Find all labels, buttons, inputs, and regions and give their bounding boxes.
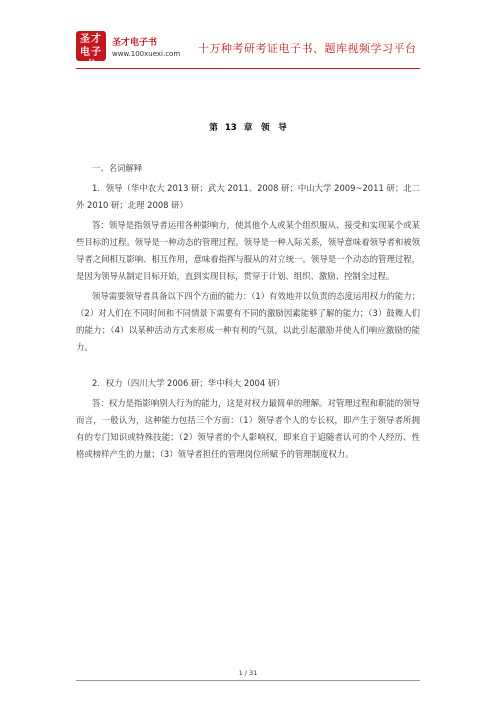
section-heading: 一、名词解释 [92,163,143,173]
logo [76,31,106,71]
brand-name: 圣才电子书 [112,38,158,48]
page-number: 1 / 31 [238,669,258,677]
term-answer: 答：领导是指领导者运用各种影响力，使其他个人或某个组织服从、接受和实现某个或某些目标的过程。领导是一种动态的管理过程。领导是一种人际关系，领导意味着领导者和被领导者之间相互影响、相互作用，意味着指挥与服从的对立统一。领导是一个动态的管理过程，是因为领导从制定目标开始，直到实现目标，贯穿于计划、组织、激励、控制全过程。 [76,220,420,281]
term-answer-extra: 领导需要领导者具备以下四个方面的能力：（1）有效地并以负责的态度运用权力的能力；（2）对人们在不同时间和不同情景下需要有不同的激励因素能够了解的能力；（3）鼓舞人们的能力；（4）以某种活动方式来形成一种有利的气氛，以此引起激励并使人们响应激励的能力。 [76,291,420,352]
spacer [76,359,420,375]
header-slogan: 十万种考研考证电子书、题库视频学习平台 [198,42,417,55]
term-heading: 2．权力（四川大学 2006 研；华中科大 2004 研） [92,378,285,388]
term-answer: 答：权力是指影响别人行为的能力，这是对权力最简单的理解。对管理过程和职能的领导而言，一般认为，这种能力包括三个方面：（1）领导者个人的专长权，即产生于领导者所拥有的专门知识或特殊技能；（2）领导者的个人影响权，即来自于追随者认可的个人经历、性格或榜样产生的力量；（3）领导者担任的管理岗位所赋予的管理制度权力。 [76,398,420,459]
term-item [76,375,420,463]
page-footer [76,669,420,681]
header-divider [76,68,420,69]
site-url[interactable]: www.100xuexi.com [112,50,181,58]
page-header [76,27,420,71]
logo-text: 圣才 电子书 [80,34,102,71]
term-heading: 1．领导（华中农大 2013 研；武大 2011、2008 研；中山大学 2009~2011 研；北二外 2010 研；北理 2008 研） [76,183,420,210]
footer-divider [76,680,420,681]
chapter-title: 第 13 章 领 导 [209,123,287,133]
term-item [76,180,420,356]
document-body [76,120,420,466]
